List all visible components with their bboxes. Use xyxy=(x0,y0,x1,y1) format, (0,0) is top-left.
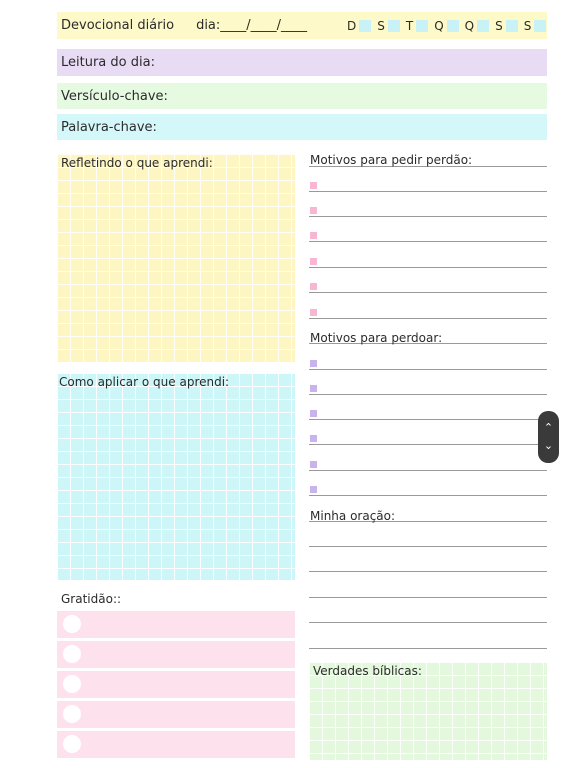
prayer-label: Minha oração: xyxy=(310,509,396,523)
square-bullet-icon xyxy=(310,486,317,493)
circle-icon xyxy=(63,705,81,723)
square-bullet-icon xyxy=(310,435,317,442)
forgive-ask-line[interactable] xyxy=(309,217,547,242)
apply-label: Como aplicar o que aprendi: xyxy=(59,375,230,389)
square-bullet-icon xyxy=(310,309,317,316)
scroll-widget[interactable] xyxy=(538,411,559,463)
gratitude-row[interactable] xyxy=(57,611,295,638)
right-column xyxy=(309,0,547,768)
forgive-give-label: Motivos para perdoar: xyxy=(310,331,443,345)
truths-label: Verdades bíblicas: xyxy=(313,664,422,678)
forgive-ask-line[interactable] xyxy=(309,192,547,217)
forgive-give-line[interactable] xyxy=(309,471,547,496)
forgive-give-line[interactable] xyxy=(309,446,547,471)
weekday-item[interactable]: D xyxy=(347,19,371,33)
verse-label: Versículo-chave: xyxy=(61,88,168,104)
learned-label: Refletindo o que aprendi: xyxy=(61,156,213,170)
square-bullet-icon xyxy=(310,207,317,214)
forgive-give-line[interactable] xyxy=(309,395,547,420)
circle-icon xyxy=(63,735,81,753)
page-title: Devocional diário xyxy=(61,18,175,33)
forgive-give-line[interactable] xyxy=(309,370,547,395)
forgive-ask-header-line xyxy=(309,142,547,167)
square-bullet-icon xyxy=(310,461,317,468)
square-bullet-icon xyxy=(310,283,317,290)
chevron-up-icon[interactable]: ⌃ xyxy=(543,421,554,434)
prayer-line[interactable] xyxy=(309,624,547,649)
learned-grid[interactable] xyxy=(57,154,295,362)
forgive-ask-label: Motivos para pedir perdão: xyxy=(310,153,473,167)
square-bullet-icon xyxy=(310,360,317,367)
reading-label: Leitura do dia: xyxy=(61,55,155,70)
square-bullet-icon xyxy=(310,410,317,417)
square-bullet-icon xyxy=(310,232,317,239)
square-bullet-icon xyxy=(310,182,317,189)
forgive-ask-line[interactable] xyxy=(309,243,547,268)
chevron-down-icon[interactable]: ⌄ xyxy=(543,439,554,452)
gratitude-row[interactable] xyxy=(57,641,295,668)
prayer-line[interactable] xyxy=(309,573,547,598)
prayer-line[interactable] xyxy=(309,547,547,572)
truths-grid[interactable] xyxy=(309,662,547,760)
word-label: Palavra-chave: xyxy=(61,119,157,135)
weekday-item[interactable]: S xyxy=(524,19,547,33)
prayer-header-line xyxy=(309,497,547,522)
forgive-ask-line[interactable] xyxy=(309,268,547,293)
forgive-ask-line[interactable] xyxy=(309,167,547,192)
circle-icon xyxy=(63,675,81,693)
circle-icon xyxy=(63,645,81,663)
forgive-ask-line[interactable] xyxy=(309,294,547,319)
weekday-item[interactable]: S xyxy=(377,19,400,33)
weekday-item[interactable]: Q xyxy=(434,19,458,33)
date-field[interactable]: dia:____/____/____ xyxy=(196,18,308,33)
gratitude-label: Gratidão:: xyxy=(61,592,122,606)
prayer-line[interactable] xyxy=(309,598,547,623)
square-bullet-icon xyxy=(310,258,317,265)
weekday-item[interactable]: S xyxy=(495,19,518,33)
weekday-item[interactable]: Q xyxy=(465,19,489,33)
prayer-line[interactable] xyxy=(309,522,547,547)
forgive-give-header-line xyxy=(309,319,547,344)
gratitude-row[interactable] xyxy=(57,671,295,698)
circle-icon xyxy=(63,615,81,633)
square-bullet-icon xyxy=(310,385,317,392)
weekday-item[interactable]: T xyxy=(406,19,428,33)
gratitude-row[interactable] xyxy=(57,701,295,728)
gratitude-row[interactable] xyxy=(57,731,295,758)
forgive-give-line[interactable] xyxy=(309,420,547,445)
apply-grid[interactable] xyxy=(57,373,295,580)
forgive-give-line[interactable] xyxy=(309,345,547,370)
